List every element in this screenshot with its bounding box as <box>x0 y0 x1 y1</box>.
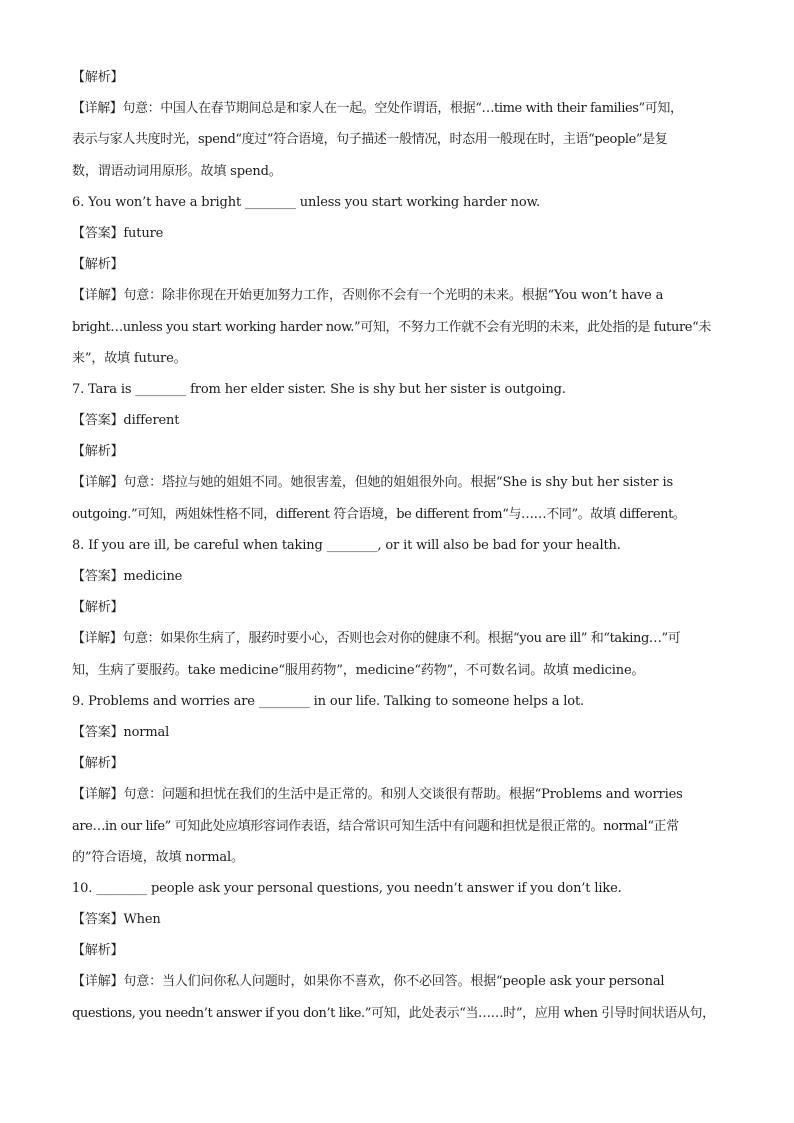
answer-line: 【答案】When <box>72 912 161 928</box>
text-line: 来”，故填 future。 <box>72 350 187 366</box>
analysis-heading: 【解析】 <box>72 70 124 85</box>
explanation-line: 【详解】句意：如果你生病了，服药时要小心，否则也会对你的健康不利。根据“you are ill” 和“taking…”可 <box>72 631 681 647</box>
answer-line: 【答案】different <box>72 413 180 429</box>
answer-line: 【答案】future <box>72 225 164 241</box>
text-line: questions, you needn’t answer if you don’t like.”可知，此处表示“当……时”，应用 when 引导时间状语从句， <box>72 1005 715 1021</box>
answer-line: 【答案】normal <box>72 724 170 740</box>
text-line: 的”符合语境，故填 normal。 <box>72 849 244 865</box>
question-line: 7. Tara is ________ from her elder sister. She is shy but her sister is outgoing. <box>72 381 566 397</box>
analysis-heading: 【解析】 <box>72 600 124 616</box>
text-line: bright…unless you start working harder now.”可知，不努力工作就不会有光明的未来，此处指的是 future“未 <box>72 319 711 335</box>
question-line: 10. ________ people ask your personal questions, you needn’t answer if you don’t like. <box>72 880 622 896</box>
document-page <box>72 62 722 1029</box>
analysis-heading: 【解析】 <box>72 257 124 273</box>
text-line: outgoing.”可知，两姐妹性格不同，different 符合语境，be different from“与……不同”。故填 different。 <box>72 506 686 522</box>
question-line: 8. If you are ill, be careful when taking ________, or it will also be bad for your health. <box>72 537 621 553</box>
analysis-heading: 【解析】 <box>72 943 124 959</box>
text-line: 数，谓语动词用原形。故填 spend。 <box>72 163 282 179</box>
explanation-line: 【详解】句意：当人们问你私人问题时，如果你不喜欢，你不必回答。根据“people ask your personal <box>72 974 665 990</box>
text-line: 知，生病了要服药。take medicine“服用药物”，medicine“药物”，不可数名词。故填 medicine。 <box>72 662 645 678</box>
text-line: 表示与家人共度时光，spend“度过”符合语境，句子描述一般情况，时态用一般现在时，主语“people”是复 <box>72 132 668 148</box>
question-line: 9. Problems and worries are ________ in our life. Talking to someone helps a lot. <box>72 693 585 709</box>
explanation-line: 【详解】句意：中国人在春节期间总是和家人在一起。空处作谓语，根据“…time with their families”可知， <box>72 101 683 117</box>
question-line: 6. You won’t have a bright ________ unless you start working harder now. <box>72 194 540 210</box>
analysis-heading: 【解析】 <box>72 444 124 460</box>
text-line: are…in our life” 可知此处应填形容词作表语，结合常识可知生活中有问题和担忧是很正常的。normal“正常 <box>72 818 679 834</box>
analysis-heading: 【解析】 <box>72 756 124 772</box>
answer-line: 【答案】medicine <box>72 569 183 584</box>
explanation-line: 【详解】句意：塔拉与她的姐姐不同。她很害羞，但她的姐姐很外向。根据“She is shy but her sister is <box>72 475 673 491</box>
explanation-line: 【详解】句意：除非你现在开始更加努力工作，否则你不会有一个光明的未来。根据“You won’t have a <box>72 288 664 304</box>
explanation-line: 【详解】句意：问题和担忧在我们的生活中是正常的。和别人交谈很有帮助。根据“Problems and worries <box>72 787 683 803</box>
